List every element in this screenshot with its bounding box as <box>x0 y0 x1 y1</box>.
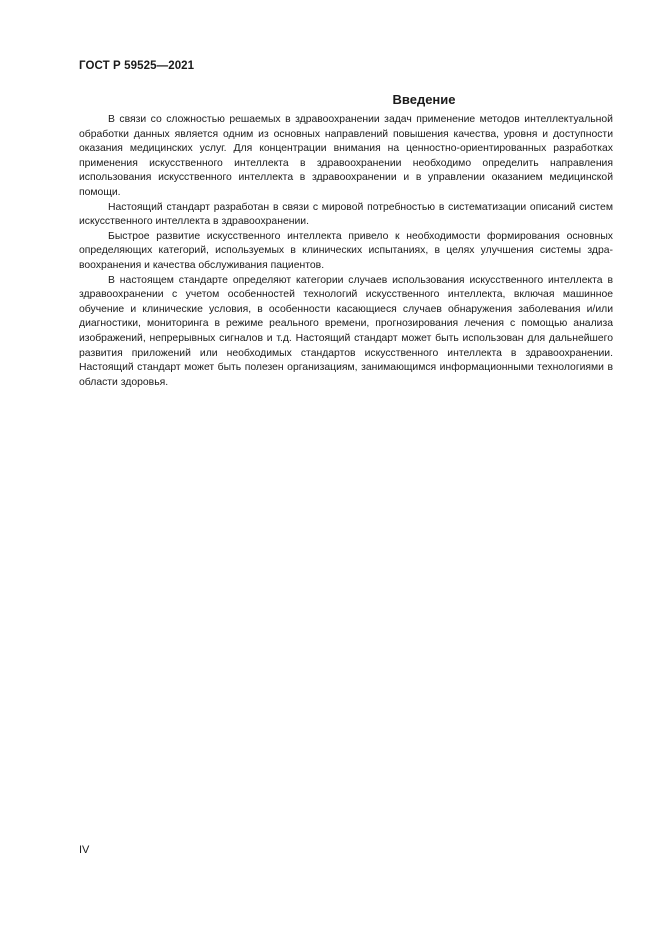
section-title: Введение <box>392 92 456 107</box>
paragraph: В связи со сложностью решаемых в здравоохранении задач применение методов интеллектуальной обработки данных является одним из основных направлений повышения качества, уровня и доступности оказания медицинских услуг. Для концентрации внимания на ценностно-ориентированных разработках применения искусственного интеллекта в здравоохранении необходимо определить направления использования искусственного интеллекта в здравоохранении и в управлении оказанием медицинской помощи. <box>79 114 613 198</box>
paragraph: Быстрое развитие искусственного интеллекта привело к необходимости формирования основных определяющих категорий, используемых в клинических испытаниях, в целях улучшения системы здравоохранения и качества обслуживания пациентов. <box>79 230 613 271</box>
standard-code-header: ГОСТ Р 59525—2021 <box>79 60 195 72</box>
page-number: IV <box>79 844 90 856</box>
paragraph: В настоящем стандарте определяют категории случаев использования искусственного интеллекта в здравоохранении с учетом особенностей технологий искусственного интеллекта, включая машинное обучение и клинические условия, в особенности касающиеся случаев обнаружения заболевания и/или диагностики, мониторинга в режиме реального времени, прогнозирования лечения с помощью анализа изображений, непрерывных сигналов и т.д. Настоящий стандарт может быть использован для дальнейшего развития приложений или необходимых стандартов искусственного интеллекта в здравоохранении. Настоящий стандарт может быть полезен организациям, занимающимся информационными технологиями в области здоровья. <box>79 274 613 388</box>
introduction-body <box>79 113 613 390</box>
paragraph: Настоящий стандарт разработан в связи с мировой потребностью в систематизации описаний систем искусственного интеллекта в здравоохранении. <box>79 201 613 228</box>
